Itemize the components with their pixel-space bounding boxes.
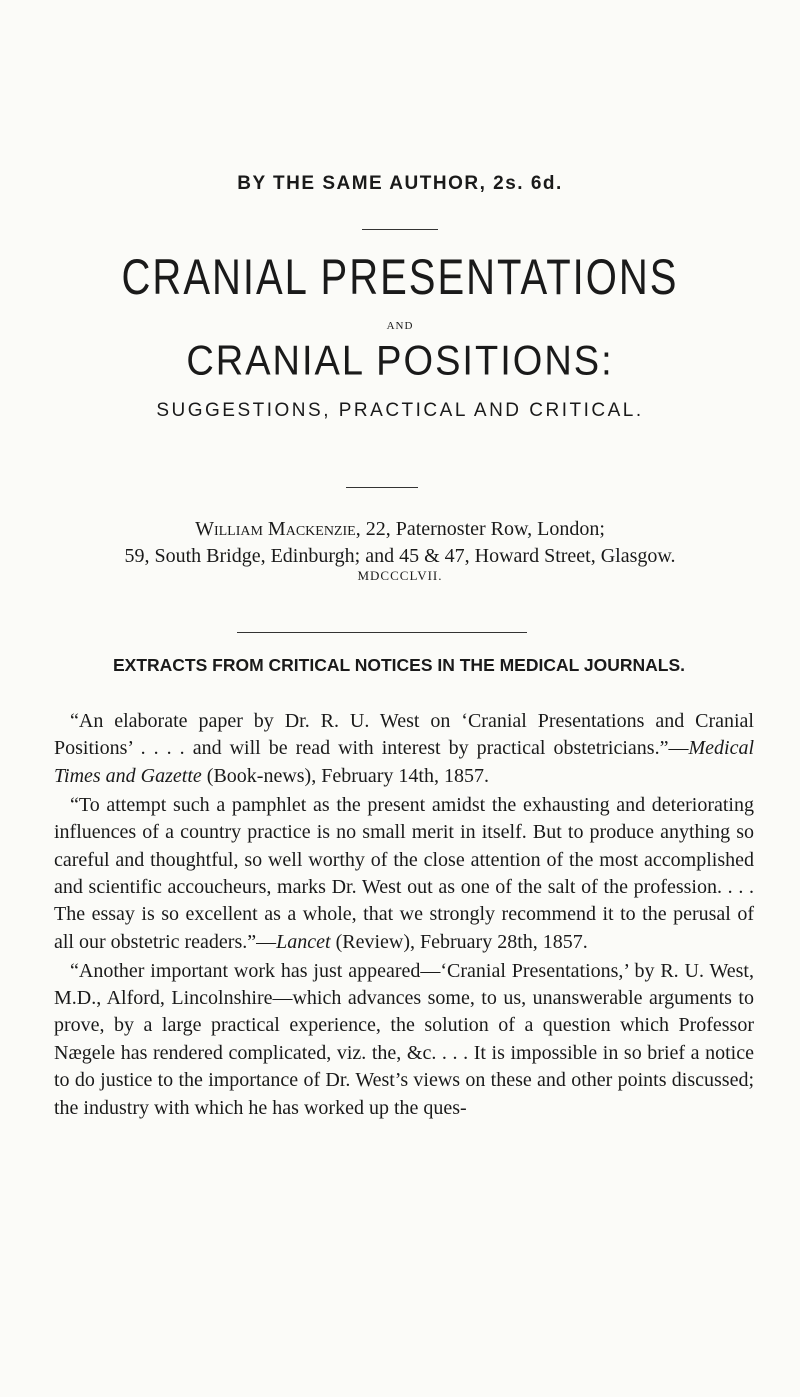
publisher-line-1 [0, 516, 800, 543]
notice-quote: “An elaborate paper by Dr. R. U. West on ‘Cranial Presentations and Cranial Positions’ . . . . and will be read with interest by practical obstetricians.”— [54, 710, 754, 760]
notice-quote: “To attempt such a pamphlet as the present amidst the exhausting and deteriorating influences of a country practice is no small merit in itself. But to produce anything so careful and thoughtful, so well worthy of the close attention of the most accomplished and scientific accoucheurs, marks Dr. West out as one of the salt of the profession. . . . The essay is so excellent as a whole, that we strongly recommend it to the perusal of all our obstetric readers.”— [54, 793, 754, 953]
divider-rule-lower [237, 632, 527, 633]
book-title-main: CRANIAL PRESENTATIONS [121, 250, 679, 305]
book-subtitle: SUGGESTIONS, PRACTICAL AND CRITICAL. [156, 400, 644, 421]
extracts-heading: EXTRACTS FROM CRITICAL NOTICES IN THE MEDICAL JOURNALS. [112, 655, 685, 675]
notice-date: (Book-news), February 14th, 1857. [201, 764, 489, 787]
by-same-author-line: BY THE SAME AUTHOR, 2s. 6d. [237, 173, 563, 194]
divider-rule-top [362, 229, 438, 230]
notice-another-work [54, 958, 754, 1122]
notice-source: Lancet [276, 930, 331, 953]
publisher-line-2: 59, South Bridge, Edinburgh; and 45 & 47, Howard Street, Glasgow. [124, 545, 676, 567]
notice-quote: “Another important work has just appeared—‘Cranial Presentations,’ by R. U. West, M.D., Alford, Lincolnshire—which advances some, to us, unanswerable arguments to prove, by a large practical experience, the solution of a question which Professor Nægele has rendered complicated, viz. the, &c. . . . It is impossible in so brief a notice to do justice to the importance of Dr. West’s views on these and other points discussed; the industry with which he has worked up the ques- [54, 959, 754, 1119]
divider-rule-middle [346, 487, 418, 488]
notice-source: Medical Times and Gazette [54, 737, 754, 787]
publisher-name: William Mackenzie [195, 518, 356, 540]
notice-medical-times [54, 708, 754, 790]
publisher-imprint [0, 516, 800, 570]
notice-lancet [54, 792, 754, 956]
publisher-address-london: , 22, Paternoster Row, London; [355, 518, 605, 540]
notice-date: (Review), February 28th, 1857. [330, 930, 588, 953]
book-title-secondary: CRANIAL POSITIONS: [186, 338, 614, 385]
title-and-connector: AND [386, 320, 414, 332]
publication-year: MDCCCLVII. [357, 568, 443, 583]
critical-notices [54, 708, 754, 1124]
